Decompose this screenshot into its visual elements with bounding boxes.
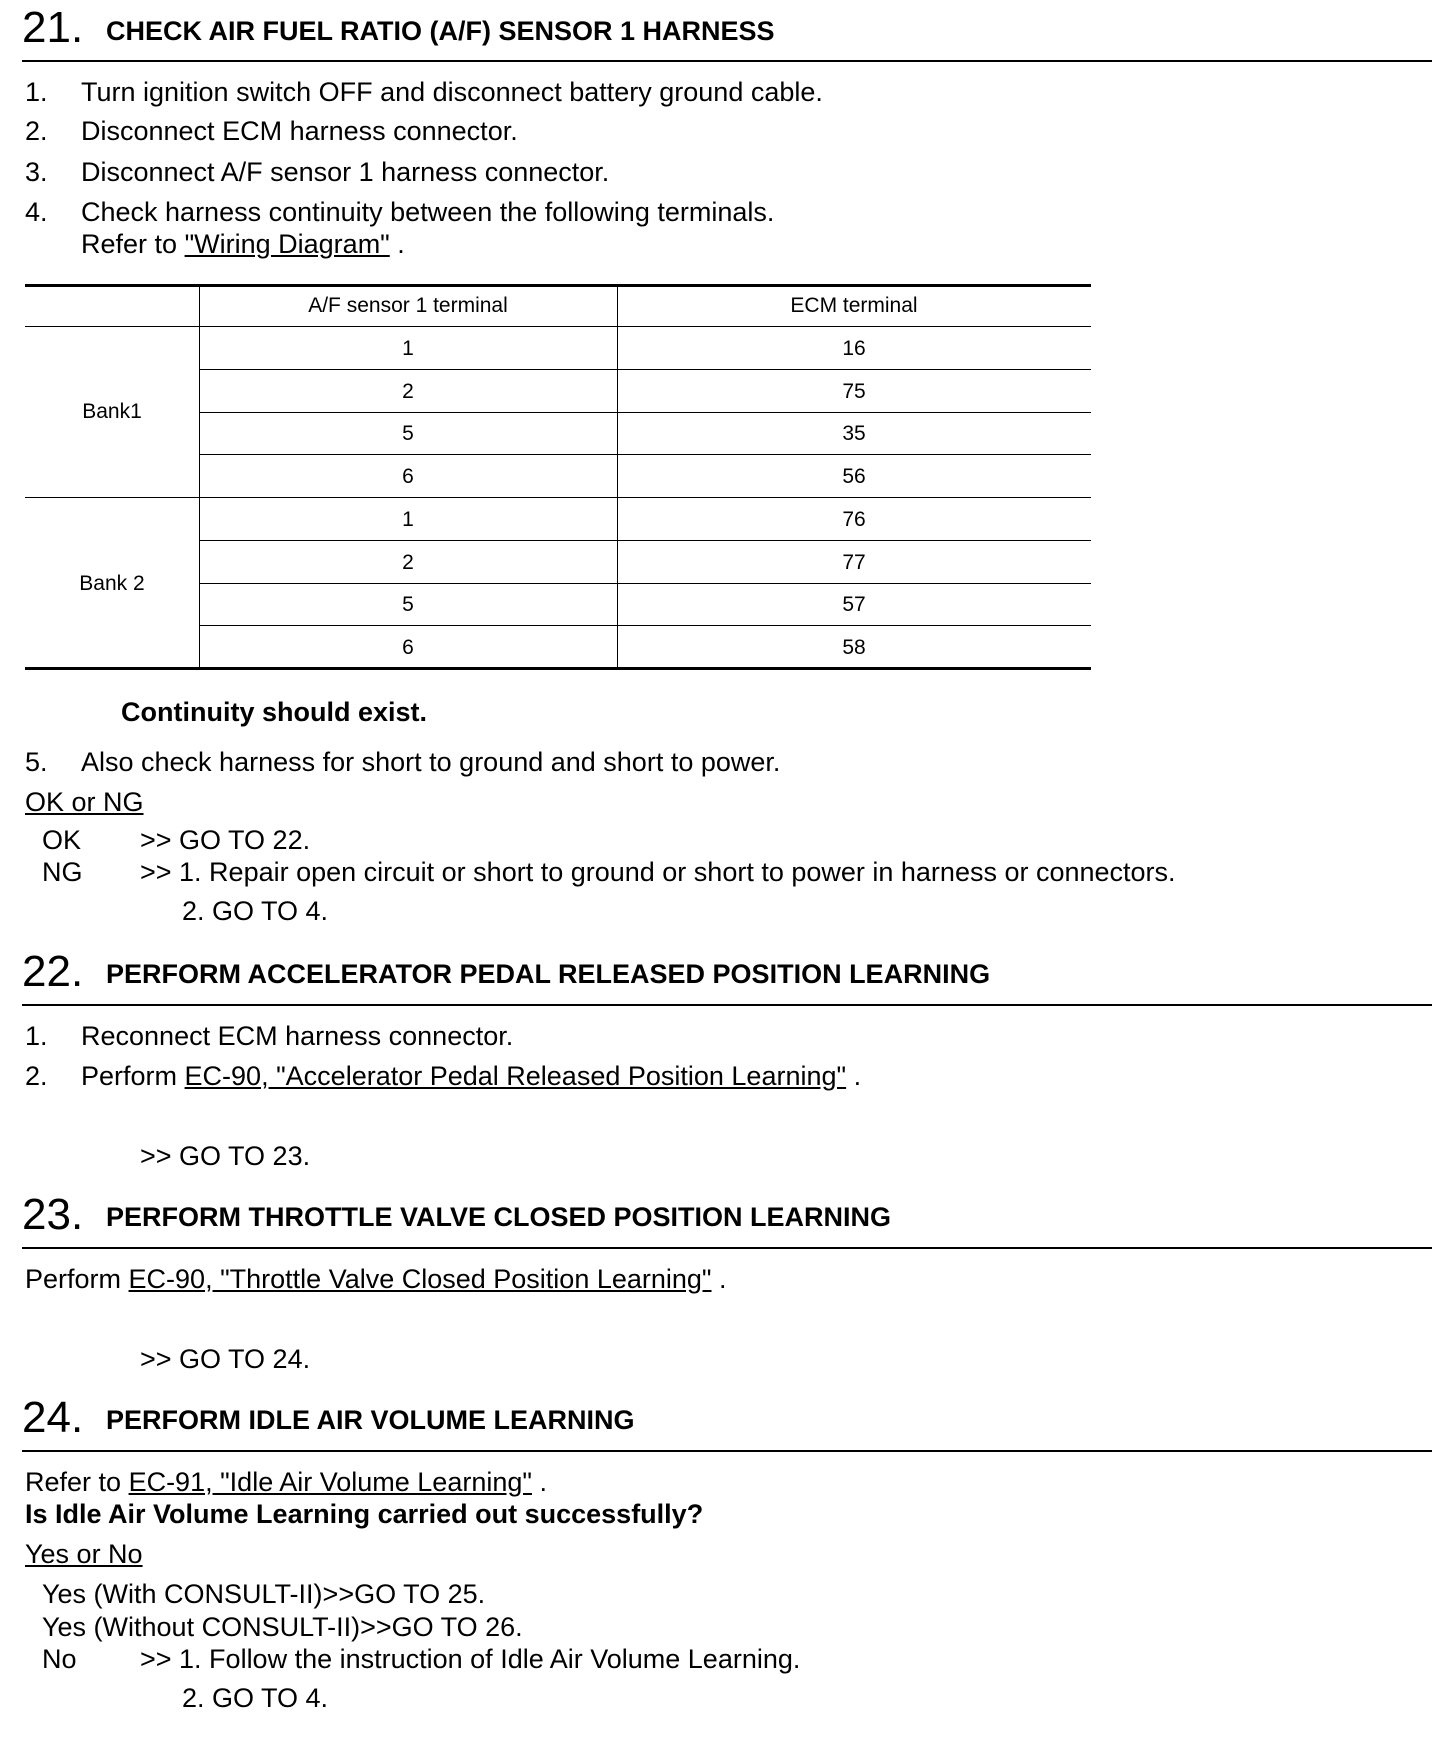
terminal-table bbox=[25, 284, 1091, 670]
s24-question: Is Idle Air Volume Learning carried out successfully? bbox=[25, 1499, 704, 1529]
s21-ok-label: OK bbox=[42, 825, 82, 855]
s23-goto: >> GO TO 24. bbox=[140, 1344, 311, 1374]
table-cell-af: 2 bbox=[402, 380, 414, 403]
table-cell-af: 1 bbox=[402, 508, 414, 531]
table-row-divider bbox=[199, 369, 1091, 370]
s21-refer-line bbox=[81, 231, 405, 258]
table-row-divider bbox=[199, 412, 1091, 413]
s21-ok-action: >> GO TO 22. bbox=[140, 825, 311, 855]
step-23-title: PERFORM THROTTLE VALVE CLOSED POSITION LEARNING bbox=[106, 1202, 892, 1232]
s21-ng-label: NG bbox=[42, 857, 83, 887]
table-cell-ecm: 76 bbox=[842, 508, 866, 531]
s21-ng-action-2: 2. GO TO 4. bbox=[182, 896, 329, 926]
table-header-af-sensor: A/F sensor 1 terminal bbox=[308, 294, 508, 317]
s21-item1-text: Turn ignition switch OFF and disconnect battery ground cable. bbox=[81, 77, 823, 107]
step-21-number: 21. bbox=[22, 3, 84, 52]
s24-no-action-1: >> 1. Follow the instruction of Idle Air Volume Learning. bbox=[140, 1644, 801, 1674]
table-bottom-border bbox=[25, 667, 1091, 670]
table-cell-ecm: 35 bbox=[842, 422, 866, 445]
step-22-rule bbox=[22, 1004, 1432, 1006]
accelerator-pedal-learning-link[interactable]: EC-90, "Accelerator Pedal Released Position Learning" bbox=[184, 1061, 847, 1091]
step-23-rule bbox=[22, 1247, 1432, 1249]
s24-refer-prefix: Refer to bbox=[25, 1467, 122, 1497]
s21-item1-num: 1. bbox=[25, 77, 48, 107]
s23-prefix: Perform bbox=[25, 1264, 122, 1294]
s21-item4-text: Check harness continuity between the following terminals. bbox=[81, 197, 775, 227]
table-cell-af: 5 bbox=[402, 593, 414, 616]
s21-item3-num: 3. bbox=[25, 157, 48, 187]
s21-ng-action-1: >> 1. Repair open circuit or short to ground or short to power in harness or connectors. bbox=[140, 857, 1176, 887]
table-row-divider bbox=[199, 540, 1091, 541]
s21-item3-text: Disconnect A/F sensor 1 harness connector. bbox=[81, 157, 610, 187]
s23-line bbox=[25, 1266, 727, 1293]
table-cell-ecm: 57 bbox=[842, 593, 866, 616]
s21-item2-num: 2. bbox=[25, 116, 48, 146]
s22-item1-num: 1. bbox=[25, 1021, 48, 1051]
s24-yes-1: Yes (With CONSULT-II)>>GO TO 25. bbox=[42, 1579, 486, 1609]
table-cell-af: 2 bbox=[402, 551, 414, 574]
s21-item5-text: Also check harness for short to ground and short to power. bbox=[81, 747, 781, 777]
s24-refer-line bbox=[25, 1469, 547, 1496]
table-cell-ecm: 75 bbox=[842, 380, 866, 403]
s22-item2-line bbox=[81, 1063, 861, 1090]
s21-item4-num: 4. bbox=[25, 197, 48, 227]
table-cell-ecm: 56 bbox=[842, 465, 866, 488]
table-top-border bbox=[25, 284, 1091, 287]
table-group-bank2: Bank 2 bbox=[79, 572, 145, 595]
step-21-title: CHECK AIR FUEL RATIO (A/F) SENSOR 1 HARNESS bbox=[106, 16, 775, 46]
step-23-number: 23. bbox=[22, 1190, 84, 1239]
table-cell-ecm: 58 bbox=[842, 636, 866, 659]
s24-refer-suffix: . bbox=[539, 1467, 547, 1497]
table-row-divider bbox=[199, 454, 1091, 455]
table-row-divider bbox=[199, 625, 1091, 626]
step-24-title: PERFORM IDLE AIR VOLUME LEARNING bbox=[106, 1405, 635, 1435]
s22-item2-prefix: Perform bbox=[81, 1061, 178, 1091]
throttle-valve-learning-link[interactable]: EC-90, "Throttle Valve Closed Position Learning" bbox=[128, 1264, 712, 1294]
wiring-diagram-link[interactable]: "Wiring Diagram" bbox=[184, 229, 390, 259]
step-21-rule bbox=[22, 60, 1432, 62]
s24-no-action-2: 2. GO TO 4. bbox=[182, 1683, 329, 1713]
table-cell-af: 5 bbox=[402, 422, 414, 445]
table-cell-ecm: 16 bbox=[842, 337, 866, 360]
table-header-divider bbox=[25, 326, 1091, 327]
table-cell-af: 1 bbox=[402, 337, 414, 360]
idle-air-volume-learning-link[interactable]: EC-91, "Idle Air Volume Learning" bbox=[128, 1467, 532, 1497]
table-group-bank1: Bank1 bbox=[82, 400, 142, 423]
continuity-note: Continuity should exist. bbox=[121, 697, 428, 727]
step-24-rule bbox=[22, 1450, 1432, 1452]
table-cell-af: 6 bbox=[402, 465, 414, 488]
step-22-title: PERFORM ACCELERATOR PEDAL RELEASED POSITION LEARNING bbox=[106, 959, 991, 989]
step-22-number: 22. bbox=[22, 947, 84, 996]
table-group-divider bbox=[25, 497, 1091, 498]
s23-suffix: . bbox=[719, 1264, 727, 1294]
table-header-ecm: ECM terminal bbox=[790, 294, 918, 317]
s21-decision-label: OK or NG bbox=[25, 787, 144, 817]
s21-refer-suffix: . bbox=[397, 229, 405, 259]
table-cell-ecm: 77 bbox=[842, 551, 866, 574]
s22-item2-suffix: . bbox=[853, 1061, 862, 1091]
step-24-number: 24. bbox=[22, 1393, 84, 1442]
s22-goto: >> GO TO 23. bbox=[140, 1141, 311, 1171]
table-row-divider bbox=[199, 583, 1091, 584]
s22-item1-text: Reconnect ECM harness connector. bbox=[81, 1021, 514, 1051]
s22-item2-num: 2. bbox=[25, 1061, 48, 1091]
s21-item2-text: Disconnect ECM harness connector. bbox=[81, 116, 518, 146]
s21-refer-prefix: Refer to bbox=[81, 229, 178, 259]
s24-decision-label: Yes or No bbox=[25, 1539, 143, 1569]
s24-no-label: No bbox=[42, 1644, 77, 1674]
table-cell-af: 6 bbox=[402, 636, 414, 659]
s24-yes-2: Yes (Without CONSULT-II)>>GO TO 26. bbox=[42, 1612, 523, 1642]
s21-item5-num: 5. bbox=[25, 747, 48, 777]
